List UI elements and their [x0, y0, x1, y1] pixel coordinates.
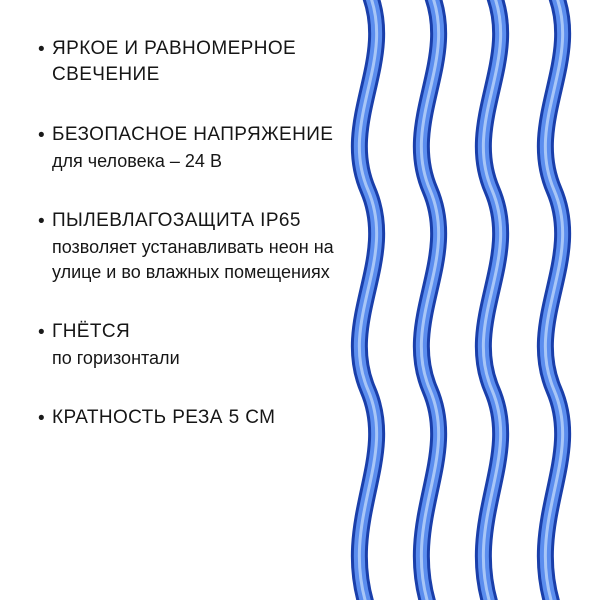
- neon-waves-svg: [350, 0, 600, 600]
- neon-strip-illustration: [350, 0, 600, 600]
- feature-text: [52, 36, 378, 88]
- feature-text: [52, 208, 378, 285]
- feature-title: ГНЁТСЯ: [52, 321, 131, 342]
- feature-subtitle: по горизонтали: [52, 348, 180, 368]
- feature-title: БЕЗОПАСНОЕ НАПРЯЖЕНИЕ: [52, 124, 334, 145]
- feature-text: [52, 122, 378, 174]
- bullet-icon: •: [38, 408, 45, 429]
- list-item: [38, 405, 378, 432]
- feature-text: [52, 319, 378, 371]
- feature-text: [52, 405, 378, 431]
- list-item: [38, 122, 378, 174]
- list-item: [38, 319, 378, 371]
- bullet-icon: •: [38, 211, 45, 232]
- list-item: [38, 208, 378, 285]
- feature-title: ЯРКОЕ И РАВНОМЕРНОЕ СВЕЧЕНИЕ: [52, 38, 297, 85]
- feature-title: КРАТНОСТЬ РЕЗА 5 СМ: [52, 407, 276, 428]
- feature-list: [38, 36, 378, 466]
- feature-subtitle: для человека – 24 В: [52, 151, 222, 171]
- bullet-icon: •: [38, 125, 45, 146]
- feature-title: ПЫЛЕВЛАГОЗАЩИТА IP65: [52, 210, 301, 231]
- bullet-icon: •: [38, 322, 45, 343]
- feature-subtitle: позволяет устанавливать неон на улице и во влажных помещениях: [52, 237, 334, 282]
- list-item: [38, 36, 378, 88]
- bullet-icon: •: [38, 39, 45, 60]
